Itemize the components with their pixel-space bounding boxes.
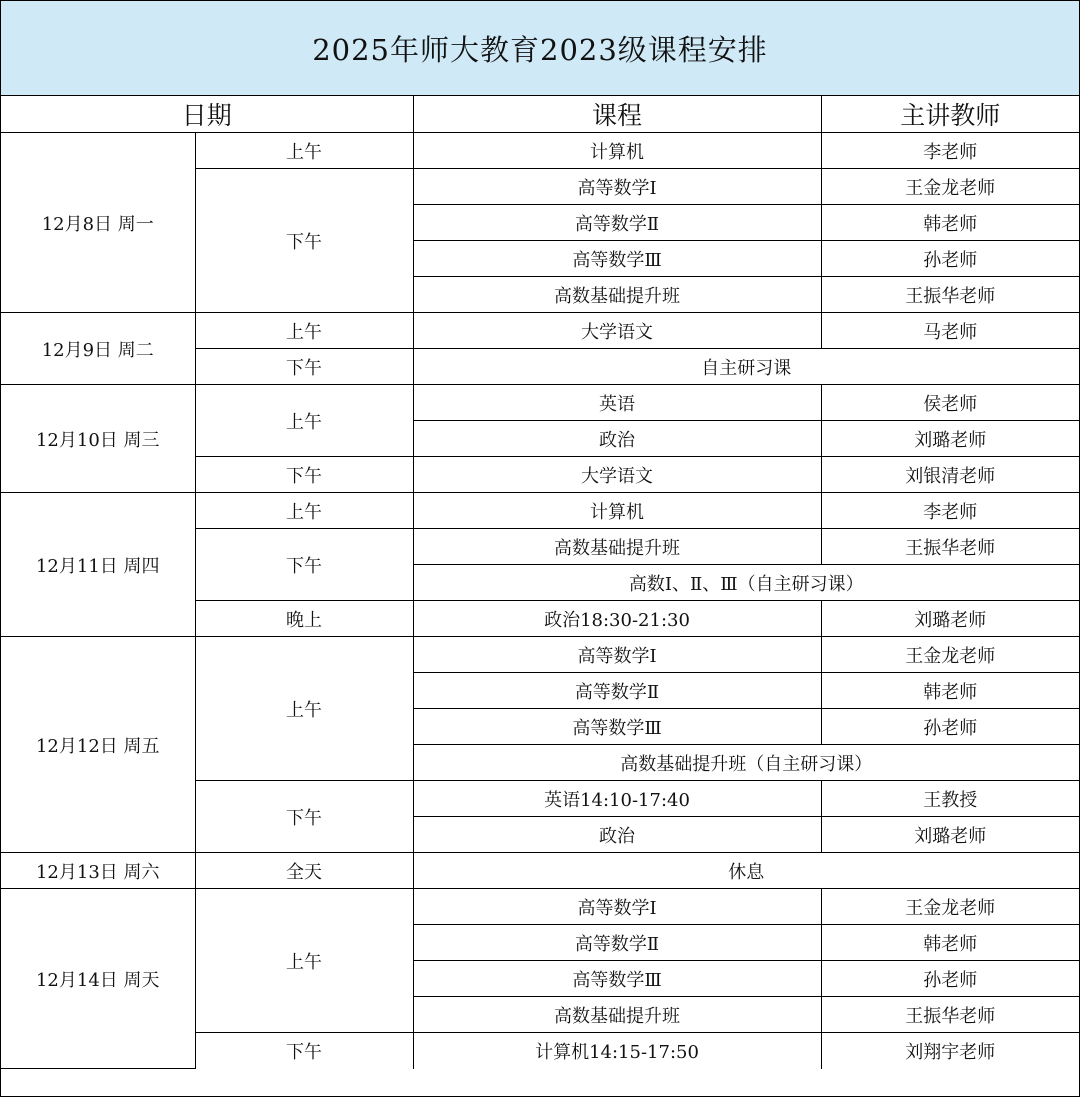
date-cell: 12月13日 周六: [1, 853, 195, 889]
period-cell: 下午: [195, 1033, 413, 1069]
teacher-cell: 李老师: [821, 133, 1079, 169]
date-cell: 12月10日 周三: [1, 385, 195, 493]
table-row: [1, 853, 1079, 889]
course-cell: 高数基础提升班: [413, 277, 821, 313]
teacher-cell: 王振华老师: [821, 277, 1079, 313]
period-cell: 上午: [195, 313, 413, 349]
period-cell: 全天: [195, 853, 413, 889]
course-cell: 休息: [413, 853, 1079, 889]
teacher-cell: 刘璐老师: [821, 817, 1079, 853]
date-cell: 12月9日 周二: [1, 313, 195, 385]
course-cell: 高等数学Ⅲ: [413, 709, 821, 745]
period-cell: 上午: [195, 889, 413, 1033]
period-cell: 上午: [195, 133, 413, 169]
teacher-cell: 孙老师: [821, 961, 1079, 997]
table-row: [1, 637, 1079, 673]
date-cell: 12月11日 周四: [1, 493, 195, 637]
table-row: [1, 493, 1079, 529]
course-cell: 高数基础提升班: [413, 529, 821, 565]
course-cell: 高等数学Ⅱ: [413, 673, 821, 709]
date-cell: 12月12日 周五: [1, 637, 195, 853]
course-cell: 大学语文: [413, 313, 821, 349]
table-row: [1, 385, 1079, 421]
teacher-cell: 马老师: [821, 313, 1079, 349]
course-cell: 自主研习课: [413, 349, 1079, 385]
table-row: [1, 889, 1079, 925]
course-cell: 高等数学Ⅲ: [413, 961, 821, 997]
teacher-cell: 孙老师: [821, 241, 1079, 277]
header-course: 课程: [413, 96, 821, 133]
period-cell: 下午: [195, 529, 413, 601]
teacher-cell: 李老师: [821, 493, 1079, 529]
teacher-cell: 王振华老师: [821, 529, 1079, 565]
course-cell: 高数Ⅰ、Ⅱ、Ⅲ（自主研习课）: [413, 565, 1079, 601]
teacher-cell: 王金龙老师: [821, 169, 1079, 205]
course-cell: 高等数学Ⅱ: [413, 925, 821, 961]
teacher-cell: 刘银清老师: [821, 457, 1079, 493]
date-cell: 12月14日 周天: [1, 889, 195, 1069]
teacher-cell: 刘璐老师: [821, 601, 1079, 637]
teacher-cell: 孙老师: [821, 709, 1079, 745]
teacher-cell: 韩老师: [821, 673, 1079, 709]
course-cell: 高等数学Ⅲ: [413, 241, 821, 277]
header-date: 日期: [1, 96, 413, 133]
course-cell: 高等数学Ⅰ: [413, 889, 821, 925]
period-cell: 下午: [195, 457, 413, 493]
table-row: [1, 133, 1079, 169]
period-cell: 上午: [195, 493, 413, 529]
period-cell: 上午: [195, 385, 413, 457]
teacher-cell: 侯老师: [821, 385, 1079, 421]
course-cell: 计算机: [413, 133, 821, 169]
course-cell: 政治: [413, 421, 821, 457]
period-cell: 晚上: [195, 601, 413, 637]
teacher-cell: 王教授: [821, 781, 1079, 817]
course-cell: 高等数学Ⅰ: [413, 637, 821, 673]
date-cell: 12月8日 周一: [1, 133, 195, 313]
course-cell: 高等数学Ⅱ: [413, 205, 821, 241]
course-cell: 英语: [413, 385, 821, 421]
teacher-cell: 韩老师: [821, 205, 1079, 241]
teacher-cell: 韩老师: [821, 925, 1079, 961]
teacher-cell: 王金龙老师: [821, 637, 1079, 673]
period-cell: 下午: [195, 169, 413, 313]
teacher-cell: 王金龙老师: [821, 889, 1079, 925]
period-cell: 下午: [195, 349, 413, 385]
course-cell: 计算机14:15-17:50: [413, 1033, 821, 1069]
teacher-cell: 刘璐老师: [821, 421, 1079, 457]
header-row: [1, 96, 1079, 133]
course-cell: 英语14:10-17:40: [413, 781, 821, 817]
page-title: 2025年师大教育2023级课程安排: [1, 1, 1079, 96]
period-cell: 下午: [195, 781, 413, 853]
header-teacher: 主讲教师: [821, 96, 1079, 133]
schedule-table: [1, 96, 1079, 1069]
course-cell: 政治18:30-21:30: [413, 601, 821, 637]
course-cell: 计算机: [413, 493, 821, 529]
course-cell: 高数基础提升班: [413, 997, 821, 1033]
course-cell: 政治: [413, 817, 821, 853]
course-cell: 高等数学Ⅰ: [413, 169, 821, 205]
course-cell: 高数基础提升班（自主研习课）: [413, 745, 1079, 781]
table-row: [1, 313, 1079, 349]
teacher-cell: 王振华老师: [821, 997, 1079, 1033]
course-cell: 大学语文: [413, 457, 821, 493]
teacher-cell: 刘翔宇老师: [821, 1033, 1079, 1069]
period-cell: 上午: [195, 637, 413, 781]
